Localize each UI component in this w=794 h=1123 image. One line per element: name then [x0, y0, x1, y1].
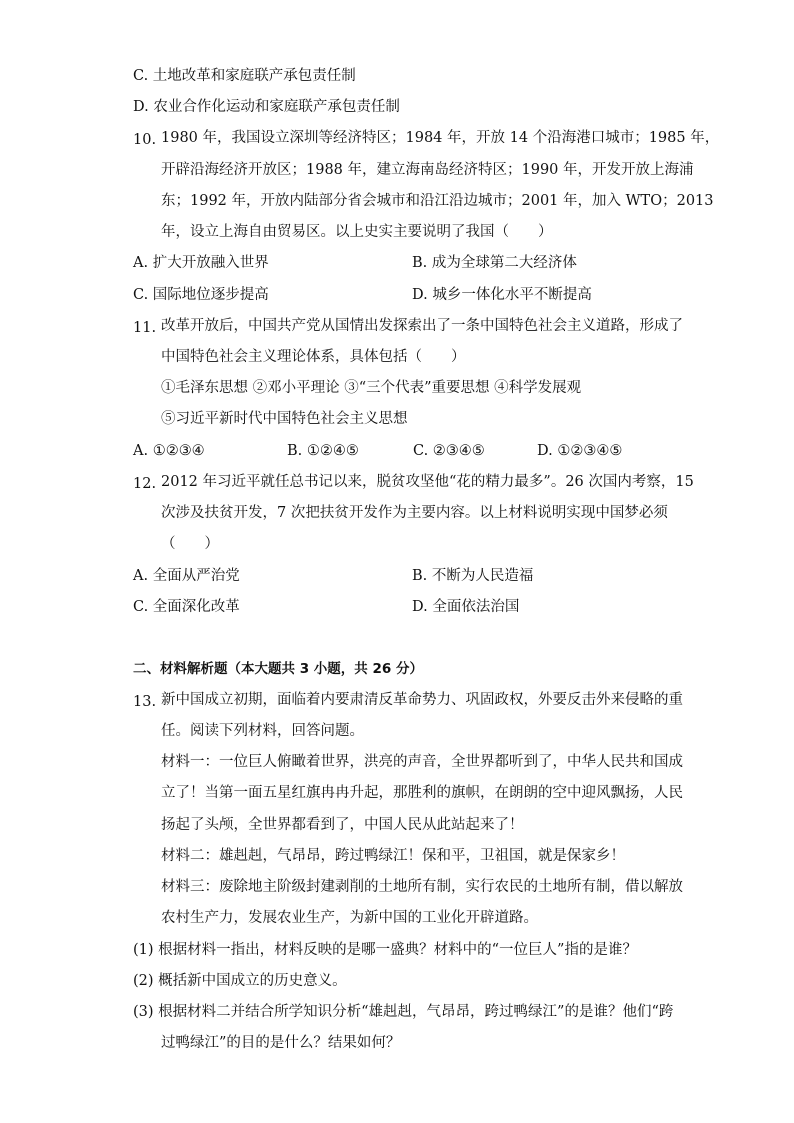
q10-stem-line: 1980 年，我国设立深圳等经济特区；1984 年，开放 14 个沿海港口城市；1985 年，	[161, 130, 720, 146]
q13-material-line: 农村生产力，发展农业生产，为新中国的工业化开辟道路。	[161, 910, 538, 926]
q12-stem-line: （ ）	[161, 536, 219, 552]
q12-stem-line: 2012 年习近平就任总书记以来，脱贫攻坚他“花的精力最多”。26 次国内考察，15	[161, 474, 694, 490]
q13-material-line: 立了！当第一面五星红旗冉冉升起，那胜利的旗帜，在朗朗的空中迎风飘扬，人民	[161, 785, 683, 801]
q10-stem-line: 年，设立上海自由贸易区。以上史实主要说明了我国（ ）	[161, 224, 553, 240]
q10-stem-line: 开辟沿海经济开放区；1988 年，建立海南岛经济特区；1990 年，开发开放上海浦	[161, 162, 694, 178]
q11-option-c: C. ②③④⑤	[413, 443, 485, 459]
q13-subquestion-2: (2) 概括新中国成立的历史意义。	[133, 973, 347, 989]
q11-stem-line: ⑤习近平新时代中国特色社会主义思想	[161, 411, 408, 427]
q13-number: 13.	[133, 694, 157, 710]
q13-subquestion-3-cont: 过鸭绿江”的目的是什么？结果如何？	[161, 1035, 401, 1051]
section-heading: 二、材料解析题（本大题共 3 小题，共 26 分）	[133, 661, 423, 677]
q13-subquestion-3: (3) 根据材料二并结合所学知识分析“雄赳赳，气昂昂，跨过鸭绿江”的是谁？他们“跨	[133, 1004, 674, 1020]
q13-stem-line: 新中国成立初期，面临着内要肃清反革命势力、巩固政权，外要反击外来侵略的重	[161, 692, 683, 708]
q12-option-c: C. 全面深化改革	[133, 599, 240, 615]
q11-option-d: D. ①②③④⑤	[537, 443, 623, 459]
q11-option-a: A. ①②③④	[133, 443, 205, 459]
q9-option-c: C. 土地改革和家庭联产承包责任制	[133, 68, 356, 84]
q9-option-d: D. 农业合作化运动和家庭联产承包责任制	[133, 99, 400, 115]
q13-material-line: 材料二：雄赳赳，气昂昂，跨过鸭绿江！保和平，卫祖国，就是保家乡！	[161, 848, 625, 864]
q13-stem-line: 任。阅读下列材料，回答问题。	[161, 723, 364, 739]
q12-option-a: A. 全面从严治党	[133, 568, 240, 584]
q11-stem-line: ①毛泽东思想 ②邓小平理论 ③“三个代表”重要思想 ④科学发展观	[161, 380, 582, 396]
q11-stem-line: 中国特色社会主义理论体系，具体包括（ ）	[161, 349, 466, 365]
q11-option-b: B. ①②④⑤	[287, 443, 359, 459]
q11-stem-line: 改革开放后，中国共产党从国情出发探索出了一条中国特色社会主义道路，形成了	[161, 318, 683, 334]
q11-number: 11.	[133, 320, 157, 336]
q10-option-d: D. 城乡一体化水平不断提高	[412, 287, 592, 303]
q10-option-b: B. 成为全球第二大经济体	[412, 255, 577, 271]
q10-option-c: C. 国际地位逐步提高	[133, 287, 269, 303]
q10-number: 10.	[133, 132, 157, 148]
q12-option-b: B. 不断为人民造福	[412, 568, 534, 584]
q12-number: 12.	[133, 476, 157, 492]
q13-material-line: 扬起了头颅，全世界都看到了，中国人民从此站起来了！	[161, 817, 524, 833]
q13-material-line: 材料三：废除地主阶级封建剥削的土地所有制，实行农民的土地所有制，借以解放	[161, 879, 683, 895]
q10-stem-line: 东；1992 年，开放内陆部分省会城市和沿江沿边城市；2001 年，加入 WTO；2013	[161, 193, 714, 209]
q10-option-a: A. 扩大开放融入世界	[133, 255, 269, 271]
q13-subquestion-1: (1) 根据材料一指出，材料反映的是哪一盛典？材料中的“一位巨人”指的是谁？	[133, 942, 637, 958]
q12-stem-line: 次涉及扶贫开发，7 次把扶贫开发作为主要内容。以上材料说明实现中国梦必须	[161, 505, 668, 521]
q13-material-line: 材料一：一位巨人俯瞰着世界，洪亮的声音，全世界都听到了，中华人民共和国成	[161, 754, 683, 770]
q12-option-d: D. 全面依法治国	[412, 599, 520, 615]
